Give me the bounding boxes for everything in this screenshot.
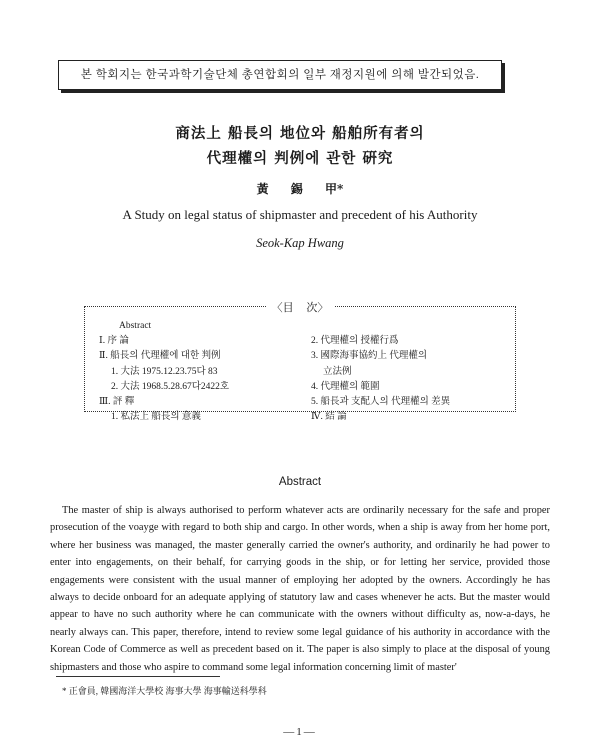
toc-item [311, 319, 511, 334]
toc-item: 2. 代理權의 授權行爲 [311, 336, 399, 347]
title-english: A Study on legal status of shipmaster and precedent of his Authority [122, 207, 478, 222]
toc-item: 1. 私法上 船長의 意義 [111, 412, 201, 423]
footnote: * 正會員, 韓國海洋大學校 海事大學 海事輸送科學科 [62, 686, 267, 696]
footnote-rule [56, 676, 220, 677]
author-korean: 黃 錫 甲* [256, 182, 344, 196]
toc-right-column [311, 319, 511, 425]
toc-item: 3. 國際海事協約上 代理權의 [311, 351, 428, 362]
toc-heading-wrap [85, 298, 515, 316]
toc-item: Ⅱ. 船長의 代理權에 대한 判例 [99, 351, 221, 362]
toc-item: 4. 代理權의 範圍 [311, 381, 380, 392]
abstract-heading: Abstract [278, 476, 322, 488]
toc-left-column [91, 319, 301, 425]
toc-item: 立法例 [323, 366, 352, 377]
author-english: Seok-Kap Hwang [256, 236, 344, 250]
toc-item: 2. 大法 1968.5.28.67다2422호 [111, 381, 230, 392]
toc-item: Ⅳ. 結 論 [311, 412, 347, 423]
funding-notice: 본 학회지는 한국과학기술단체 총연합회의 일부 재정지원에 의해 발간되었음. [58, 60, 502, 90]
toc-item: Ⅲ. 評 釋 [99, 397, 135, 408]
title-korean-line-2: 代理權의 判例에 관한 硏究 [206, 150, 394, 167]
abstract-paragraph: The master of ship is always authorised to perform whatever acts are ordinarily necessary for the safe and proper prosecution of the voayge with regard to both ship and cargo. In other words, when a ship is away from her home port, where her business was managed, the master generally carried the owner's authority, and ordinarily he had power to enter into engagements, on their behalf, for carrying goods in the ship, or for letting her service, provided those engagements were consistent with the usual manner of employing her adopted by the owners. Accordingly he has always to decide onboard for an adequate applying of statutory law and cases whenever he acts. But the master would appear to have no such authority where he can communicate with the owners without difficulty as, now-a-days, he nearly always can. This paper, therefore, intend to review some legal guidance of his authority in accordance with the Korean Code of Commerce as well as precedent based on it. The paper is also simply to place at the disposal of young shipmasters and those who aspire to command some legal information concerning limit of master' [50, 505, 550, 673]
page-number: —1— [283, 726, 317, 738]
title-korean-line-1: 商法上 船長의 地位와 船舶所有者의 [175, 125, 425, 142]
toc-heading: 〈目 次〉 [266, 302, 335, 314]
toc-item: Ⅰ. 序 論 [99, 336, 129, 347]
toc-item: 1. 大法 1975.12.23.75다 83 [111, 366, 218, 377]
table-of-contents [84, 302, 516, 423]
toc-item: 5. 船長과 支配人의 代理權의 差異 [311, 397, 451, 408]
abstract-body [50, 502, 550, 676]
toc-item: Abstract [119, 321, 152, 331]
